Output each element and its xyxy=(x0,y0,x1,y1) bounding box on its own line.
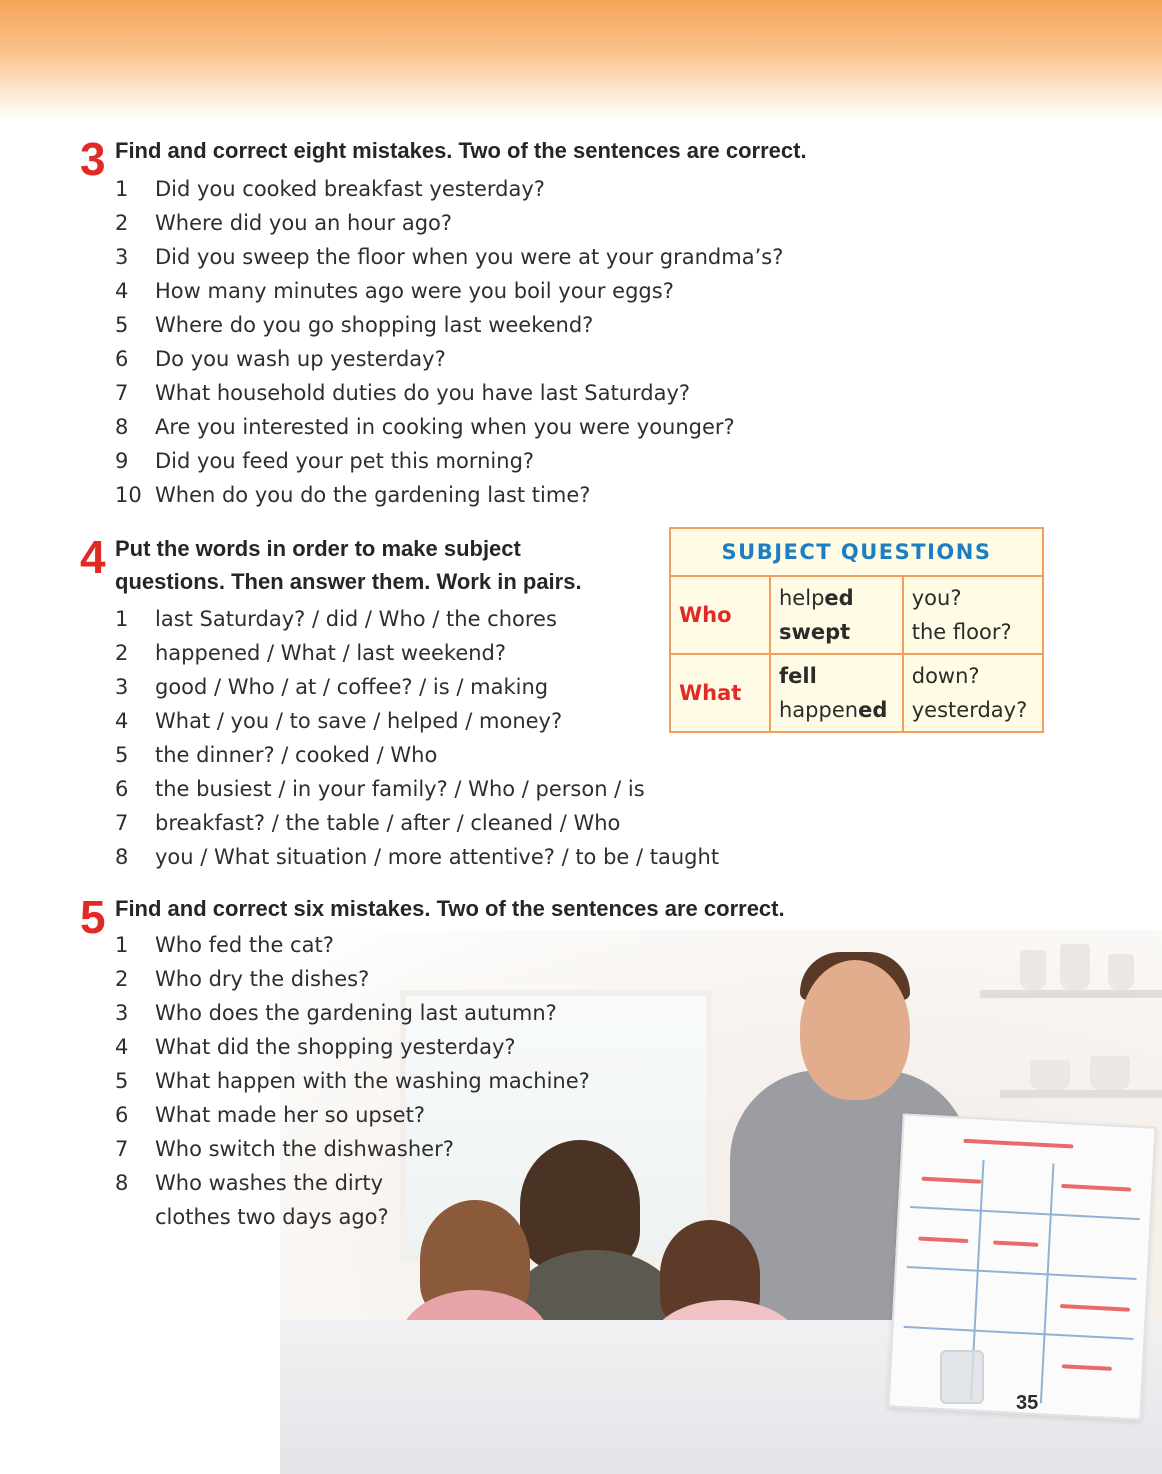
exercise-3-number: 3 xyxy=(80,133,106,185)
list-item: 6 the busiest / in your family? / Who / person / is xyxy=(115,777,645,801)
list-item: 2 Where did you an hour ago? xyxy=(115,211,453,235)
list-item: 8 Are you interested in cooking when you were younger? xyxy=(115,415,735,439)
list-item: 8 you / What situation / more attentive? / to be / taught xyxy=(115,845,720,869)
list-item: 4 How many minutes ago were you boil your eggs? xyxy=(115,279,674,303)
subject-questions-table xyxy=(669,527,1044,733)
exercise-4-instruction-line-2: questions. Then answer them. Work in pairs. xyxy=(115,569,582,594)
exercise-3-list xyxy=(115,172,783,512)
list-item: 2 Who dry the dishes? xyxy=(115,967,370,991)
list-item: 7 Who switch the dishwasher? xyxy=(115,1137,454,1161)
list-item: 1 Did you cooked breakfast yesterday? xyxy=(115,177,545,201)
verb-cell: helped swept xyxy=(770,576,903,654)
list-item: 7 breakfast? / the table / after / cleaned / Who xyxy=(115,811,621,835)
exercise-5-list xyxy=(115,928,590,1234)
list-item: 1 Who fed the cat? xyxy=(115,933,334,957)
exercise-4-instruction xyxy=(115,532,582,598)
page-number: 35 xyxy=(1016,1392,1039,1414)
list-item: 6 Do you wash up yesterday? xyxy=(115,347,446,371)
exercise-4-number: 4 xyxy=(80,531,106,583)
list-item: 8 Who washes the dirty xyxy=(115,1171,384,1195)
exercise-3-instruction: Find and correct eight mistakes. Two of the sentences are correct. xyxy=(115,138,807,163)
list-item: 5 Where do you go shopping last weekend? xyxy=(115,313,594,337)
header-gradient-band xyxy=(0,0,1162,120)
list-item: 4 What did the shopping yesterday? xyxy=(115,1035,516,1059)
list-item: 7 What household duties do you have last Saturday? xyxy=(115,381,691,405)
list-item: 3 Did you sweep the floor when you were at your grandma’s? xyxy=(115,245,784,269)
exercise-5-number: 5 xyxy=(80,891,106,943)
list-item: 10 When do you do the gardening last time? xyxy=(115,483,591,507)
exercise-4-instruction-line-1: Put the words in order to make subject xyxy=(115,536,521,561)
list-item: 4 What / you / to save / helped / money? xyxy=(115,709,563,733)
object-cell: down? yesterday? xyxy=(903,654,1043,732)
list-item: 2 happened / What / last weekend? xyxy=(115,641,507,665)
list-item: 3 good / Who / at / coffee? / is / making xyxy=(115,675,549,699)
list-item: 6 What made her so upset? xyxy=(115,1103,425,1127)
list-item: 9 Did you feed your pet this morning? xyxy=(115,449,535,473)
exercise-4-list xyxy=(115,602,719,874)
object-cell: you? the floor? xyxy=(903,576,1043,654)
subject-questions-title: SUBJECT QUESTIONS xyxy=(670,528,1043,576)
verb-cell: fell happened xyxy=(770,654,903,732)
question-word-what: What xyxy=(670,654,770,732)
question-word-who: Who xyxy=(670,576,770,654)
list-item: 5 What happen with the washing machine? xyxy=(115,1069,590,1093)
list-item: 1 last Saturday? / did / Who / the chores xyxy=(115,607,557,631)
exercise-5-instruction: Find and correct six mistakes. Two of the sentences are correct. xyxy=(115,896,785,921)
list-item-continued: clothes two days ago? xyxy=(155,1205,389,1229)
list-item: 5 the dinner? / cooked / Who xyxy=(115,743,438,767)
list-item: 3 Who does the gardening last autumn? xyxy=(115,1001,557,1025)
